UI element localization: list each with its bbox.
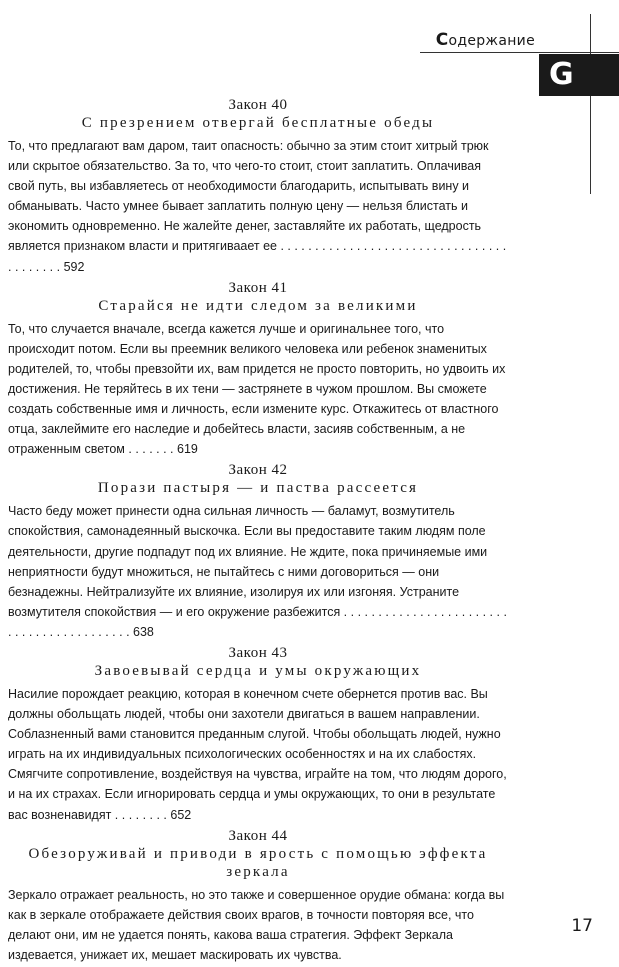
law-entry-42 bbox=[8, 461, 508, 642]
law-title: Завоевывай сердца и умы окружающих bbox=[94, 662, 422, 679]
law-entry-43 bbox=[8, 644, 508, 825]
law-number: Закон 43 bbox=[228, 644, 288, 661]
law-title: Порази пастыря — и паства рассеется bbox=[97, 480, 419, 497]
law-number: Закон 44 bbox=[228, 827, 288, 844]
chapter-tab: G bbox=[539, 54, 619, 96]
law-description: Зеркало отражает реальность, но это также и совершенное орудие обмана: когда вы как в зеркале отображаете действия своих врагов, в точности повторяя все, что делают они, им не удается понять, какова ваша стратегия. Эффект Зеркала издевается, унижает их, мешает маскировать их чувства. bbox=[8, 887, 505, 962]
law-title: Старайся не идти следом за великими bbox=[98, 297, 418, 314]
running-header-text: одержание bbox=[448, 33, 535, 49]
law-entry-41 bbox=[8, 279, 508, 460]
margin-rule bbox=[590, 14, 591, 194]
law-entry-40 bbox=[8, 96, 508, 277]
law-number: Закон 41 bbox=[228, 279, 288, 296]
law-description: Насилие порождает реакцию, которая в конечном счете обернется против вас. Вы должны обольщать людей, чтобы они захотели двигаться в вашем направлении. Соблазненный вами становится преданным слугой. Чтобы обольщать людей, нужно играть на их индивидуальных психологических особенностях и на их слабостях. Смягчите сопротивление, воздействуя на чувства, играйте на том, что людям дорого, и на их страхах. Если игнорировать сердца и умы окружающих, то они в результате вас возненавидят . . . . . . . . 652 bbox=[8, 686, 507, 822]
law-title: С презрением отвергай бесплатные обеды bbox=[81, 115, 435, 131]
law-description: Часто беду может принести одна сильная личность — баламут, возмутитель спокойствия, самонадеянный выскочка. Если вы предоставите таким людям поле деятельности, другие подпадут под их влияние. Не ждите, пока причиняемые ими неприятности будут множиться, не пытайтесь с ними договориться — они безнадежны. Нейтрализуйте их влияние, изолируя их или изгоняя. Устраните возмутителя спокойствия — и его окружение разбежится . . . . . . . . . . . . . . . . . . . . . . . . . . . . . . . . . . . . . . . . . . 638 bbox=[8, 504, 507, 639]
running-header bbox=[436, 30, 535, 50]
law-number: Закон 42 bbox=[228, 462, 288, 479]
toc-content bbox=[8, 96, 508, 967]
law-number: Закон 40 bbox=[228, 97, 288, 113]
page-number: 17 bbox=[571, 916, 593, 936]
law-description: То, что предлагают вам даром, таит опасность: обычно за этим стоит хитрый трюк или скрытое обязательство. За то, что чего-то стоит, стоит заплатить. Оплачивая свой путь, вы избавляетесь от необходимости благодарить, испытывать вину и обманывать. Часто умнее бывает заплатить полную цену — нельзя блистать и экономить одновременно. Не жалейте денег, заставляйте их работать, щедрость является признаком власти и притягиваает ее . . . . . . . . . . . . . . . . . . . . . . . . . . . . . . . . . . . . . . . . . 592 bbox=[8, 139, 507, 274]
law-title: Обезоруживай и приводи в ярость с помощью эффекта зеркала bbox=[28, 845, 488, 880]
law-entry-44 bbox=[8, 827, 508, 965]
law-description: То, что случается вначале, всегда кажется лучше и оригинальнее того, что происходит потом. Если вы преемник великого человека или ребенок знаменитых родителей, то, чтобы превзойти их, вам придется не просто повторить, но удвоить их достижения. Не теряйтесь в их тени — застрянете в чужом прошлом. Вы сможете создать собственные имя и личность, если измените курс. Откажитесь от властного отца, заклеймите его наследие и добейтесь власти, засияв собственным, а не отраженным светом . . . . . . . 619 bbox=[8, 321, 506, 457]
running-header-initial: С bbox=[435, 30, 449, 50]
